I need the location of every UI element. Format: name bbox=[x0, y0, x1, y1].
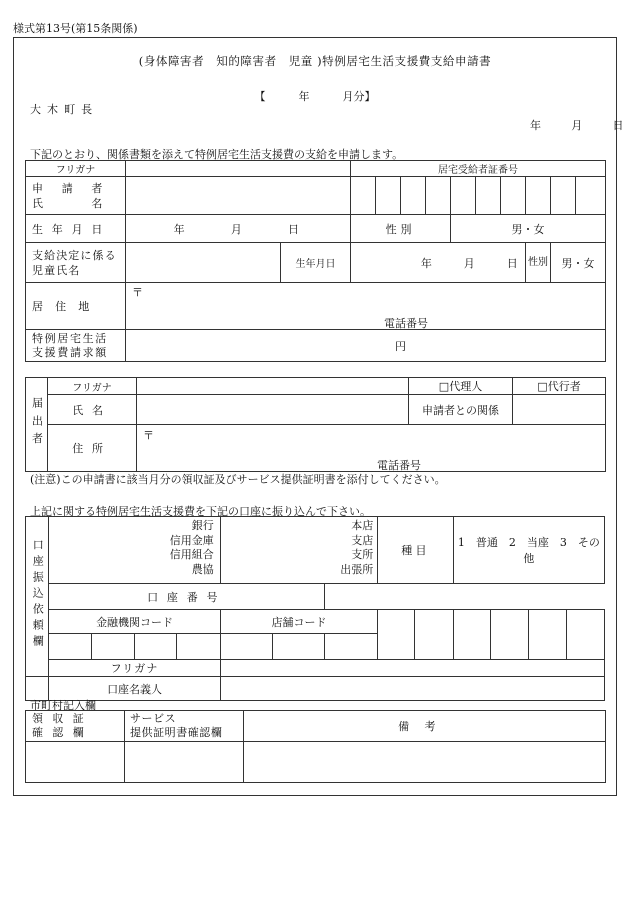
branch-input[interactable] bbox=[220, 517, 378, 584]
cert-digit[interactable] bbox=[551, 177, 576, 215]
receipt-check-label: 領収証 確認欄 bbox=[26, 711, 125, 742]
notifier-name-input[interactable] bbox=[137, 395, 409, 425]
account-digit[interactable] bbox=[566, 610, 604, 660]
child-name-label: 支給決定に係る 児童氏名 bbox=[26, 243, 126, 283]
applicant-name-input[interactable] bbox=[126, 177, 351, 215]
claim-label: 特例居宅生活 支援費請求額 bbox=[26, 330, 126, 362]
child-sex-input[interactable]: 男・女 bbox=[551, 243, 606, 283]
institution-input[interactable] bbox=[49, 517, 220, 584]
notifier-name-label: 氏名 bbox=[48, 395, 137, 425]
child-birth-input[interactable]: 年 月 日 bbox=[351, 243, 526, 283]
relation-input[interactable] bbox=[513, 395, 606, 425]
notifier-table bbox=[25, 377, 606, 472]
holder-label: 口座名義人 bbox=[49, 677, 220, 701]
furigana-label: フリガナ bbox=[26, 161, 126, 177]
account-no-label: 口座番号 bbox=[49, 584, 325, 610]
cert-digit[interactable] bbox=[451, 177, 476, 215]
bank-code-digit[interactable] bbox=[177, 634, 221, 660]
bank-table bbox=[25, 516, 605, 701]
address-input[interactable] bbox=[126, 283, 606, 330]
account-digit[interactable] bbox=[529, 610, 566, 660]
postal-mark: 〒 bbox=[132, 286, 143, 299]
account-digit[interactable] bbox=[491, 610, 529, 660]
sex-label: 性別 bbox=[351, 215, 451, 243]
remarks-label: 備考 bbox=[244, 711, 606, 742]
birth-input[interactable]: 年 月 日 bbox=[126, 215, 351, 243]
branch-code-digit[interactable] bbox=[272, 634, 324, 660]
branch-code-label: 店舗コード bbox=[220, 610, 378, 634]
receipt-check-input[interactable] bbox=[26, 742, 125, 783]
agent-checkbox[interactable]: □代行者 bbox=[513, 378, 606, 395]
holder-furigana-label: フリガナ bbox=[49, 660, 220, 677]
notifier-side-label: 届出者 bbox=[26, 378, 48, 472]
bank-intro-text: 上記に関する特例居宅生活支援費を下記の口座に振り込んで下さい。 bbox=[30, 505, 371, 518]
branch-types: 本店 支店 支所 出張所 bbox=[340, 519, 374, 576]
institution-types: 銀行 信用金庫 信用組合 農協 bbox=[169, 519, 214, 576]
remarks-input[interactable] bbox=[244, 742, 606, 783]
note-text: (注意)この申請書に該当月分の領収証及びサービス提供証明書を添付してください。 bbox=[30, 473, 446, 486]
sex-input[interactable]: 男・女 bbox=[451, 215, 606, 243]
cert-digit[interactable] bbox=[351, 177, 376, 215]
bank-code-digit[interactable] bbox=[134, 634, 177, 660]
period: 【 年 月分】 bbox=[254, 90, 376, 103]
cert-no-label: 居宅受給者証番号 bbox=[351, 161, 606, 177]
child-sex-label: 性別 bbox=[526, 243, 551, 283]
cert-digit[interactable] bbox=[426, 177, 451, 215]
cert-digit[interactable] bbox=[576, 177, 606, 215]
municipal-table bbox=[25, 710, 606, 783]
birth-label: 生年月日 bbox=[26, 215, 126, 243]
notifier-postal-mark: 〒 bbox=[143, 429, 154, 442]
form-number: 様式第13号(第15条関係) bbox=[13, 22, 138, 35]
date-line: 年 月 日 bbox=[530, 119, 627, 132]
furigana-input[interactable] bbox=[126, 161, 351, 177]
bank-code-digit[interactable] bbox=[91, 634, 134, 660]
applicant-table bbox=[25, 160, 606, 362]
intro-text: 下記のとおり、関係書類を添えて特例居宅生活支援費の支給を申請します。 bbox=[30, 148, 404, 161]
account-type-options[interactable]: 1 普通 2 当座 3 その他 bbox=[453, 517, 604, 584]
account-digit[interactable] bbox=[453, 610, 490, 660]
cert-digit[interactable] bbox=[376, 177, 401, 215]
child-birth-label: 生年月日 bbox=[281, 243, 351, 283]
proxy-checkbox[interactable]: □代理人 bbox=[409, 378, 513, 395]
address-label: 居住地 bbox=[26, 283, 126, 330]
notifier-furigana-label: フリガナ bbox=[48, 378, 137, 395]
form-title: (身体障害者 知的障害者 児童 )特例居宅生活支援費支給申請書 bbox=[138, 54, 492, 68]
notifier-address-input[interactable] bbox=[137, 425, 606, 472]
service-check-label: サービス 提供証明書確認欄 bbox=[125, 711, 244, 742]
bank-code-digit[interactable] bbox=[49, 634, 92, 660]
cert-digit[interactable] bbox=[501, 177, 526, 215]
branch-code-digit[interactable] bbox=[325, 634, 378, 660]
holder-input[interactable] bbox=[220, 677, 604, 701]
bank-side-label: 口座振込依頼欄 bbox=[26, 517, 49, 677]
municipal-heading: 市町村記入欄 bbox=[30, 699, 96, 712]
account-digit[interactable] bbox=[378, 610, 415, 660]
claim-input[interactable]: 円 bbox=[126, 330, 606, 362]
relation-label: 申請者との関係 bbox=[409, 395, 513, 425]
service-check-input[interactable] bbox=[125, 742, 244, 783]
addressee: 大木町長 bbox=[30, 103, 99, 116]
account-digit[interactable] bbox=[415, 610, 453, 660]
cert-digit[interactable] bbox=[476, 177, 501, 215]
holder-furigana-input[interactable] bbox=[220, 660, 604, 677]
applicant-name-label: 申 請 者 氏 名 bbox=[26, 177, 126, 215]
branch-code-digit[interactable] bbox=[220, 634, 272, 660]
notifier-address-label: 住所 bbox=[48, 425, 137, 472]
account-type-label: 種目 bbox=[378, 517, 454, 584]
notifier-phone-label: 電話番号 bbox=[377, 459, 421, 472]
child-name-input[interactable] bbox=[126, 243, 281, 283]
cert-digit[interactable] bbox=[526, 177, 551, 215]
cert-digit[interactable] bbox=[401, 177, 426, 215]
bank-code-label: 金融機関コード bbox=[49, 610, 220, 634]
notifier-furigana-input[interactable] bbox=[137, 378, 409, 395]
phone-label: 電話番号 bbox=[384, 317, 428, 330]
